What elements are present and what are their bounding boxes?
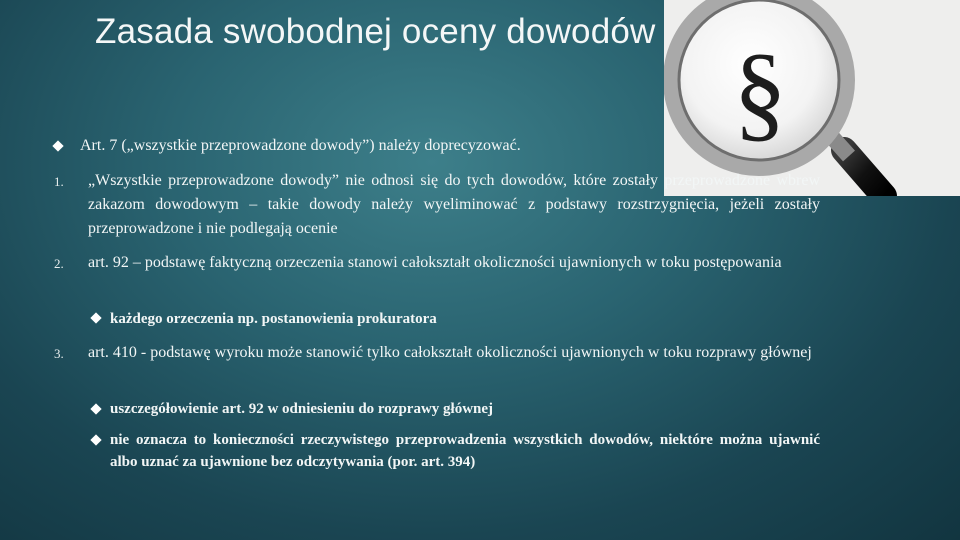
sub-item-text: nie oznacza to konieczności rzeczywistego przeprowadzenia wszystkich dowodów, niektóre można ujawnić albo uznać za ujawnione bez odczytywania (por. art. 394) [110,432,820,470]
item-number: 3. [54,346,64,361]
slide-title: Zasada swobodnej oceny dowodów [95,12,656,51]
item-number: 1. [54,174,64,189]
paragraph-symbol: § [733,33,787,152]
sub-item-text: uszczegółowienie art. 92 w odniesieniu do rozprawy głównej [110,401,494,417]
bullet-diamond-icon [90,403,101,414]
magnifying-glass-paragraph-icon [664,0,960,196]
bullet-diamond-icon [90,312,101,323]
bullet-diamond-icon [90,434,101,445]
item-text: art. 92 – podstawę faktyczną orzeczenia stanowi całokształt okoliczności ujawnionych w toku postępowania [88,254,782,271]
sub-item-text: każdego orzeczenia np. postanowienia prokuratora [110,311,437,327]
bullet-diamond-icon [52,140,63,151]
intro-text: Art. 7 („wszystkie przeprowadzone dowody”) należy doprecyzować. [80,137,521,154]
item-number: 2. [54,256,64,271]
item-text: art. 410 - podstawę wyroku może stanowić tylko całokształt okoliczności ujawnionych w toku rozprawy głównej [88,344,812,361]
magnifying-glass-image [664,0,960,196]
item-text: „Wszystkie przeprowadzone dowody” nie odnosi się do tych dowodów, które zostały przeprowadzone wbrew zakazom dowodowym – takie dowody należy wyeliminować z podstawy rozstrzygnięcia, jeżeli zostały przeprowadzone i nie podlegają ocenie [88,172,820,237]
